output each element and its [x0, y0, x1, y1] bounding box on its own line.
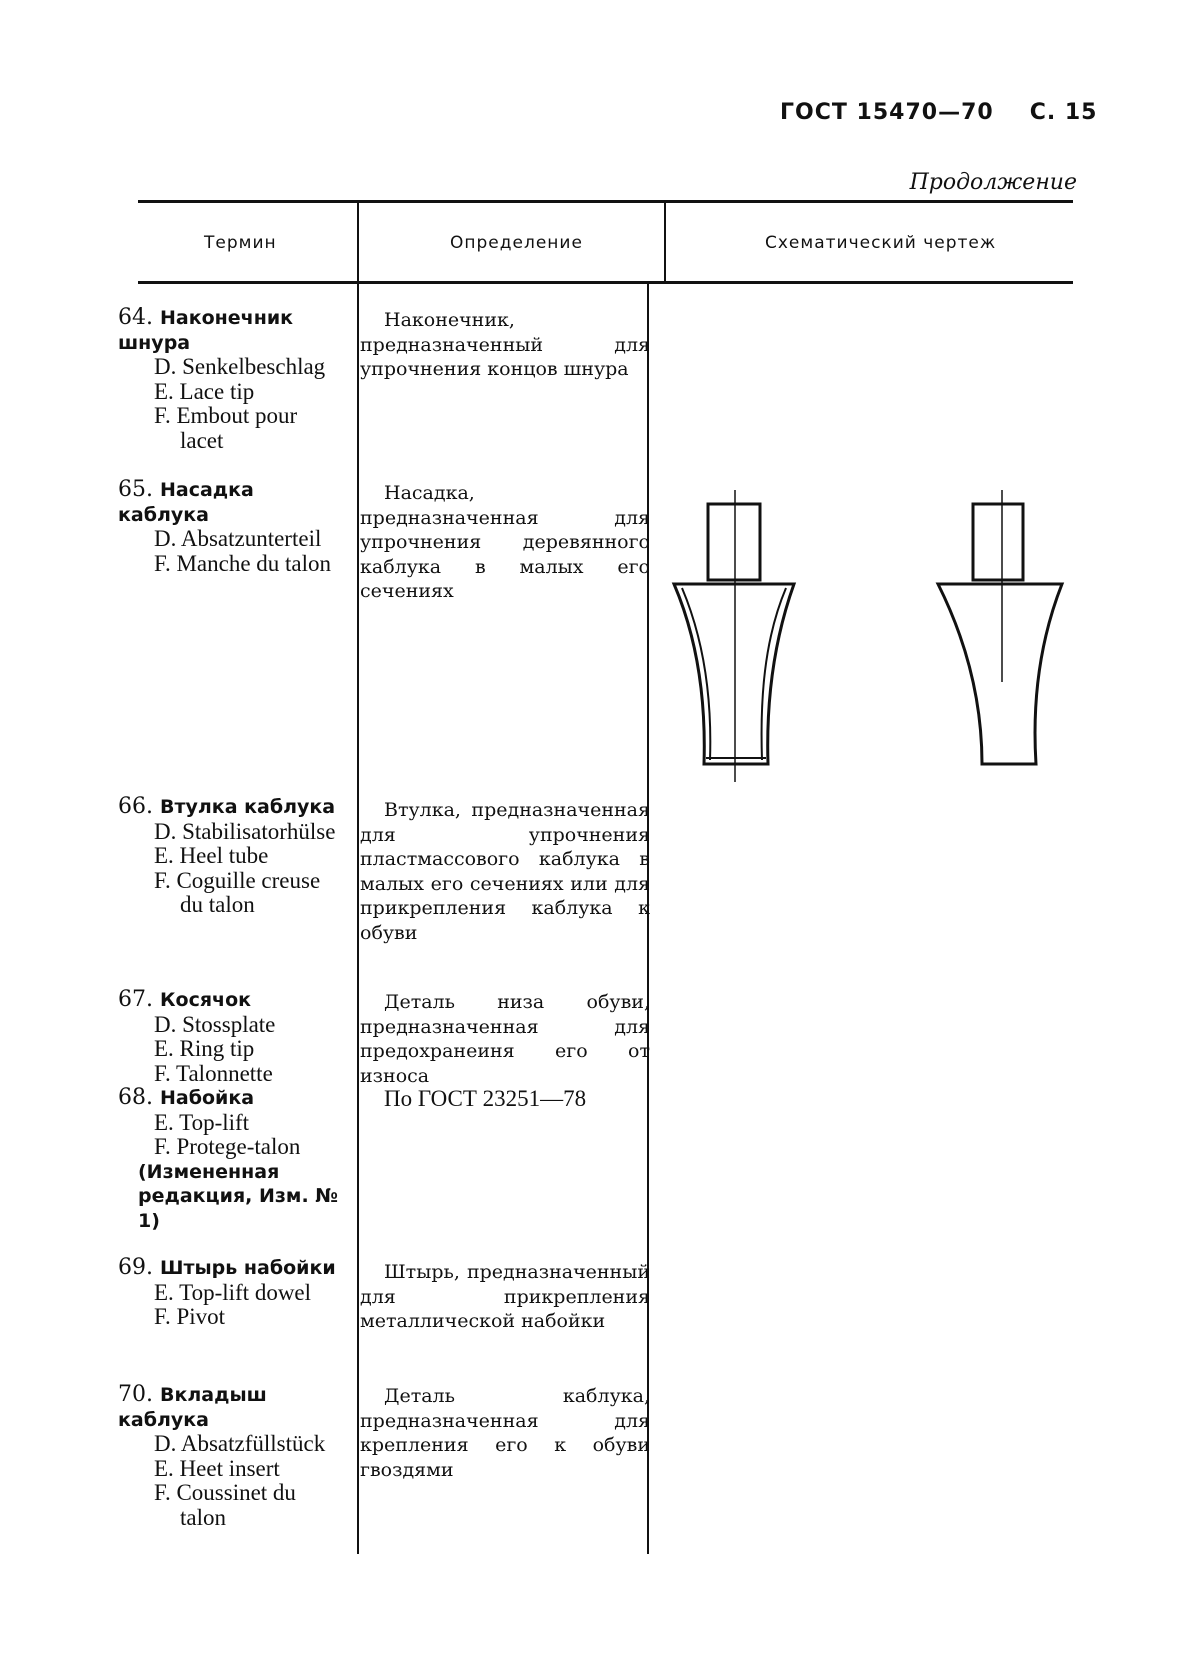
term-translation: D. Stossplate — [154, 1011, 276, 1037]
term-entry — [118, 306, 343, 453]
term-translation: F. Coussinet du talon — [154, 1480, 296, 1530]
term-definition: Деталь каблука, предназначенная для крепления его к обуви гвоздями — [360, 1385, 650, 1481]
term-entry — [118, 478, 343, 576]
heel-piece-side-view — [938, 490, 1062, 764]
term-number: 70. — [118, 1382, 153, 1407]
term-number: 64. — [118, 305, 153, 330]
column-divider — [357, 203, 359, 281]
term-definition: По ГОСТ 23251—78 — [384, 1086, 587, 1111]
term-definition: Насадка, предназначенная для упрочнения деревянного каблука в малых его сечениях — [360, 482, 650, 602]
term-name: Вкладыш каблука — [118, 1384, 267, 1431]
column-divider — [664, 203, 666, 281]
term-number: 65. — [118, 477, 153, 502]
term-translation: F. Talonnette — [154, 1060, 273, 1086]
heel-piece-schematic — [670, 490, 1090, 800]
term-number: 68. — [118, 1085, 153, 1110]
heel-piece-front-view — [674, 490, 794, 782]
column-header-term: Термин — [204, 233, 277, 253]
table-header-rule — [138, 281, 1073, 284]
term-entry — [118, 988, 343, 1086]
term-translation: D. Stabilisatorhülse — [154, 818, 336, 844]
revision-note: (Измененная редакция, Изм. № 1) — [138, 1160, 339, 1232]
term-number: 66. — [118, 794, 153, 819]
term-entry — [118, 1256, 343, 1330]
term-translation: D. Absatzunterteil — [154, 526, 322, 551]
continuation-label: Продолжение — [909, 170, 1077, 195]
term-definition: Наконечник, предназначенный для упрочнения концов шнура — [360, 309, 650, 380]
term-name: Штырь набойки — [160, 1257, 336, 1279]
term-translation: F. Pivot — [154, 1304, 226, 1329]
term-definition: Штырь, предназначенный для прикрепления металлической набойки — [360, 1261, 650, 1332]
term-name: Втулка каблука — [160, 796, 336, 818]
term-translation: F. Coguille creuse du talon — [154, 867, 321, 917]
table-top-rule — [138, 200, 1073, 203]
page-header — [780, 100, 1097, 125]
term-translation: F. Embout pour lacet — [154, 403, 298, 453]
term-translation: F. Manche du talon — [154, 550, 332, 576]
term-translation: F. Protege-talon — [154, 1134, 301, 1159]
term-name: Насадка каблука — [118, 479, 254, 526]
term-name: Набойка — [160, 1087, 255, 1109]
term-number: 67. — [118, 987, 153, 1012]
term-translation: E. Top-lift dowel — [154, 1279, 312, 1305]
term-number: 69. — [118, 1255, 153, 1280]
term-translation: E. Top-lift — [154, 1109, 250, 1135]
term-definition: Деталь низа обуви, предназначенная для предохранеиня его от износа — [360, 991, 650, 1087]
term-translation: E. Heel tube — [154, 843, 269, 868]
term-entry — [118, 1086, 343, 1233]
term-translation: E. Ring tip — [154, 1036, 255, 1061]
term-name: Косячок — [160, 989, 252, 1011]
column-divider — [357, 284, 359, 1554]
term-entry — [118, 1383, 343, 1530]
term-translation: D. Senkelbeschlag — [154, 354, 326, 379]
column-header-drawing: Схематический чертеж — [765, 233, 997, 253]
term-name: Наконечник шнура — [118, 307, 294, 354]
term-translation: D. Absatzfüllstück — [154, 1431, 326, 1456]
term-translation: E. Heet insert — [154, 1455, 280, 1481]
page-number: С. 15 — [1029, 100, 1098, 125]
standard-number: ГОСТ 15470—70 — [780, 100, 994, 125]
term-translation: E. Lace tip — [154, 378, 255, 404]
column-header-definition: Определение — [450, 233, 583, 253]
term-entry — [118, 795, 343, 918]
term-definition: Втулка, предназначенная для упрочнения пластмассового каблука в малых его сечениях или для прикрепления каблука к обуви — [360, 799, 650, 944]
